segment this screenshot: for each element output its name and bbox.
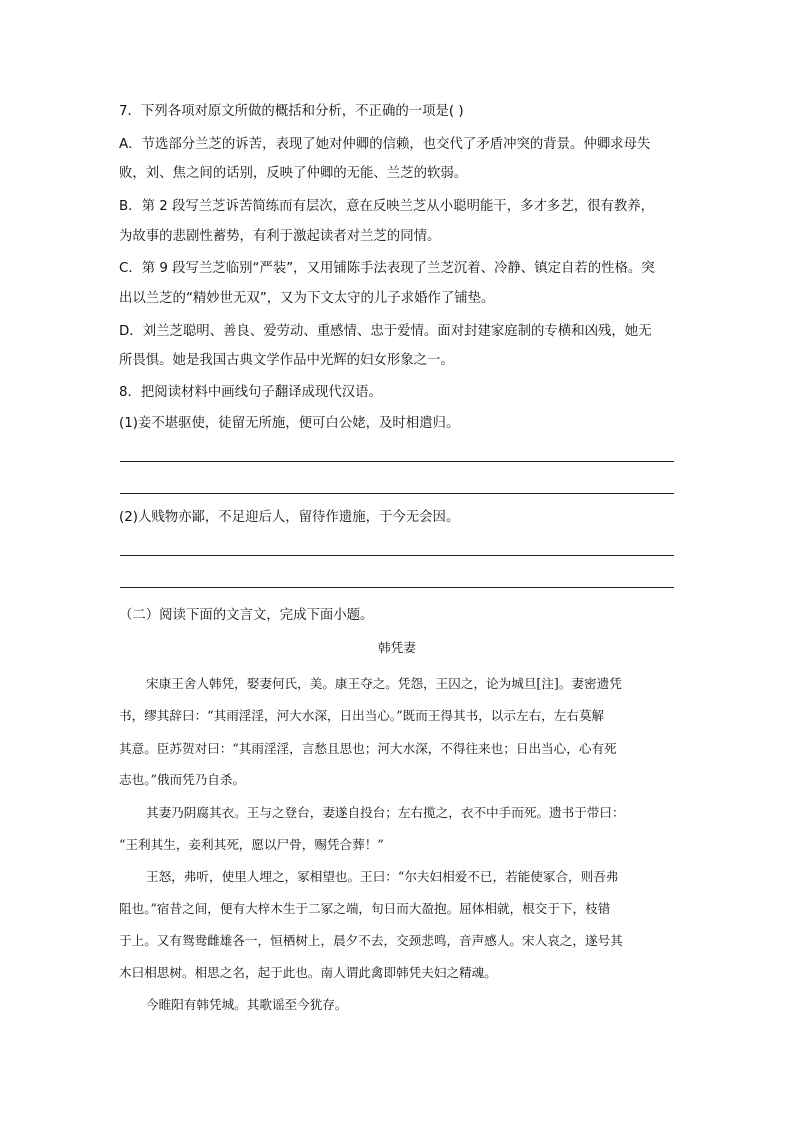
passage-line: 木曰相思树。相思之名，起于此也。南人谓此禽即韩凭夫妇之精魂。 bbox=[119, 965, 497, 980]
q7-option-a-line2: 败，刘、焦之间的话别，反映了仲卿的无能、兰芝的软弱。 bbox=[119, 166, 468, 181]
q8-item-2: (2)人贱物亦鄙，不足迎后人，留待作遗施，于今无会因。 bbox=[119, 510, 460, 525]
passage-line: 于上。又有鸳鸯雌雄各一，恒栖树上，晨夕不去，交颈悲鸣，音声感人。宋人哀之，遂号其 bbox=[119, 933, 623, 948]
answer-line bbox=[120, 461, 674, 462]
passage-line: 其妻乃阴腐其衣。王与之登台，妻遂自投台；左右揽之，衣不中手而死。遗书于带曰： bbox=[146, 805, 625, 820]
q7-option-d-line2: 所畏惧。她是我国古典文学作品中光辉的妇女形象之一。 bbox=[119, 353, 454, 368]
passage-line: 今睢阳有韩凭城。其歌谣至今犹存。 bbox=[146, 997, 348, 1012]
q8-stem: 8．把阅读材料中画线句子翻译成现代汉语。 bbox=[119, 385, 382, 400]
answer-line bbox=[120, 587, 674, 588]
q7-stem: 7．下列各项对原文所做的概括和分析，不正确的一项是( ) bbox=[119, 104, 464, 119]
passage-line: 志也。”俄而凭乃自杀。 bbox=[119, 772, 246, 787]
section2-heading: （二）阅读下面的文言文，完成下面小题。 bbox=[119, 608, 374, 623]
passage-line: “王利其生，妾利其死，愿以尸骨，赐凭合葬！” bbox=[119, 837, 384, 852]
q7-option-b-line1: B．第 2 段写兰芝诉苦简练而有层次，意在反映兰芝从小聪明能干，多才多艺，很有教养， bbox=[119, 199, 655, 214]
q7-option-b-line2: 为故事的悲剧性蓄势，有利于激起读者对兰芝的同情。 bbox=[119, 229, 441, 244]
passage-line: 书，缪其辞曰：“其雨淫淫，河大水深，日出当心。”既而王得其书，以示左右，左右莫解 bbox=[119, 708, 605, 723]
passage-line: 阻也。”宿昔之间，便有大梓木生于二冢之端，旬日而大盈抱。屈体相就，根交于下，枝错 bbox=[119, 901, 611, 916]
passage-line: 宋康王舍人韩凭，娶妻何氏，美。康王夺之。凭怨，王囚之，论为城旦[注]。妻密遗凭 bbox=[146, 676, 622, 691]
q7-option-c-line1: C．第 9 段写兰芝临别“严装”，又用铺陈手法表现了兰芝沉着、冷静、镇定自若的性格。突 bbox=[119, 261, 655, 276]
q7-option-c-line2: 出以兰芝的“精妙世无双”，又为下文太守的儿子求婚作了铺垫。 bbox=[119, 291, 495, 306]
q7-option-d-line1: D．刘兰芝聪明、善良、爱劳动、重感情、忠于爱情。面对封建家庭制的专横和凶残，她无 bbox=[119, 324, 652, 339]
q7-option-a-line1: A．节选部分兰芝的诉苦，表现了她对仲卿的信赖，也交代了矛盾冲突的背景。仲卿求母失 bbox=[119, 137, 651, 152]
passage-line: 王怒，弗听，使里人埋之，冢相望也。王曰：“尔夫妇相爱不已，若能使冢合，则吾弗 bbox=[146, 869, 619, 884]
answer-line bbox=[120, 555, 674, 556]
q8-item-1: (1)妾不堪驱使，徒留无所施，便可白公姥，及时相遣归。 bbox=[119, 416, 460, 431]
passage-title: 韩凭妻 bbox=[378, 640, 416, 655]
passage-line: 其意。臣苏贺对曰：“其雨淫淫，言愁且思也；河大水深，不得往来也；日出当心，心有死 bbox=[119, 741, 617, 756]
answer-line bbox=[120, 493, 674, 494]
